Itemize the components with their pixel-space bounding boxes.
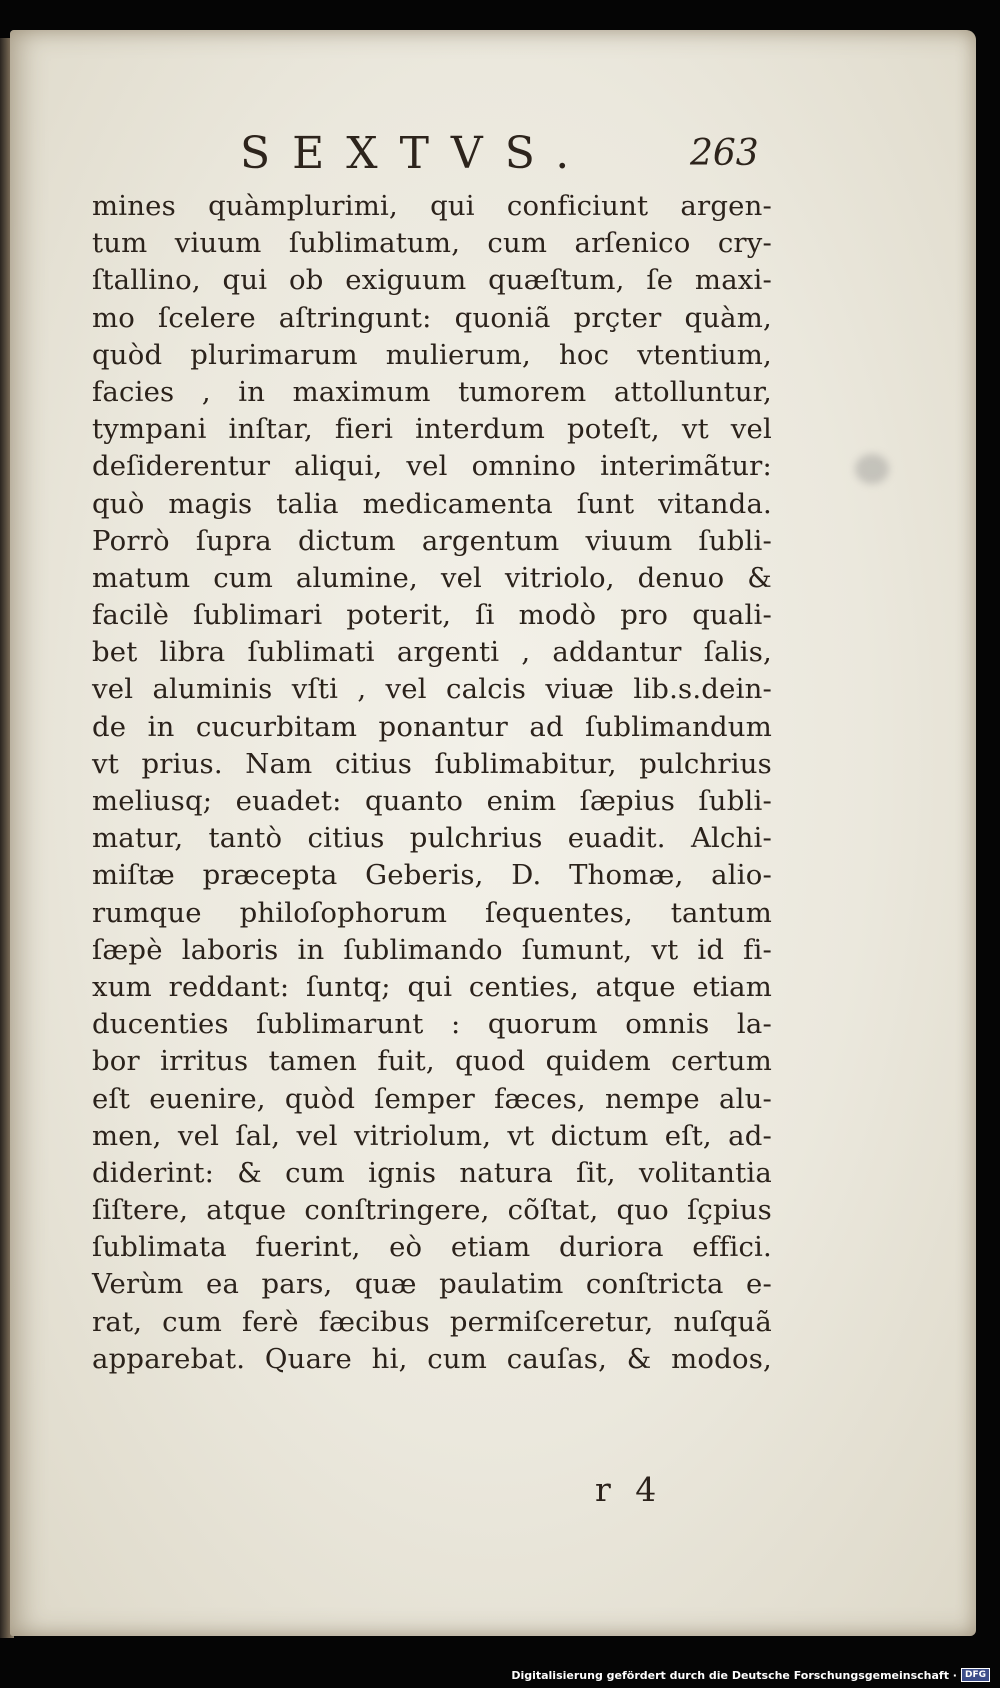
- text-line: Verùm ea pars, quæ paulatim conſtricta e-: [92, 1268, 772, 1301]
- text-line: xum reddant: ſuntq; qui centies, atque etiam: [92, 970, 772, 1003]
- text-line: ſtallino, qui ob exiguum quæſtum, ſe maxi-: [92, 264, 772, 297]
- text-line: miſtæ præcepta Geberis, D. Thomæ, alio-: [92, 859, 772, 892]
- text-line: matum cum alumine, vel vitriolo, denuo &: [92, 561, 772, 594]
- text-line: ducenties ſublimarunt : quorum omnis la-: [92, 1008, 772, 1041]
- text-line: deſiderentur aliqui, vel omnino interimãtur:: [92, 450, 772, 483]
- signature-mark: r 4: [595, 1470, 657, 1509]
- text-line: ſiſtere, atque conſtringere, cõſtat, quo ſçpius: [92, 1194, 772, 1227]
- body-text: [92, 188, 772, 1378]
- text-line: rat, cum ferè fæcibus permiſceretur, nuſquã: [92, 1305, 772, 1338]
- footer-credit: Digitalisierung gefördert durch die Deutsche Forschungsgemeinschaft ·: [511, 1668, 957, 1682]
- text-line: mo ſcelere aſtringunt: quoniã prçter quàm,: [92, 301, 772, 334]
- text-line: men, vel ſal, vel vitriolum, vt dictum eſt, ad-: [92, 1119, 772, 1152]
- text-line: quò magis talia medicamenta ſunt vitanda.: [92, 487, 772, 520]
- text-line: quòd plurimarum mulierum, hoc vtentium,: [92, 338, 772, 371]
- text-line: vel aluminis vſti , vel calcis viuæ lib.s.dein-: [92, 673, 772, 706]
- text-line: tympani inſtar, fieri interdum poteſt, vt vel: [92, 413, 772, 446]
- page-number: 263: [690, 133, 759, 174]
- text-line: meliusq; euadet: quanto enim ſæpius ſubli-: [92, 785, 772, 817]
- text-line: eſt euenire, quòd ſemper fæces, nempe alu-: [92, 1082, 772, 1115]
- dfg-logo: DFG: [961, 1668, 990, 1682]
- digitization-footer: [511, 1668, 990, 1682]
- book-page: [10, 30, 976, 1636]
- text-line: ſæpè laboris in ſublimando ſumunt, vt id fi-: [92, 933, 772, 966]
- text-line: Porrò ſupra dictum argentum viuum ſubli-: [92, 524, 772, 557]
- text-line: rumque philoſophorum ſequentes, tantum: [92, 896, 772, 929]
- text-line: diderint: & cum ignis natura ſit, volitantia: [92, 1156, 772, 1189]
- text-line: de in cucurbitam ponantur ad ſublimandum: [92, 710, 772, 743]
- text-line: matur, tantò citius pulchrius euadit. Alchi-: [92, 822, 772, 855]
- text-line: vt prius. Nam citius ſublimabitur, pulchrius: [92, 747, 772, 780]
- text-line: apparebat. Quare hi, cum cauſas, & modos,: [92, 1342, 772, 1375]
- text-line: facies , in maximum tumorem attolluntur,: [92, 375, 772, 408]
- text-line: ſublimata fuerint, eò etiam duriora effici.: [92, 1231, 772, 1264]
- running-head: SEXTVS.: [240, 128, 592, 179]
- text-line: tum viuum ſublimatum, cum arſenico cry-: [92, 227, 772, 260]
- text-line: bor irritus tamen fuit, quod quidem certum: [92, 1045, 772, 1078]
- text-line: bet libra ſublimati argenti , addantur ſalis,: [92, 636, 772, 669]
- page-header: [10, 102, 976, 179]
- text-line: facilè ſublimari poterit, ſi modò pro quali-: [92, 599, 772, 632]
- text-line: mines quàmplurimi, qui conficiunt argen-: [92, 190, 772, 222]
- page-stain: [855, 454, 889, 484]
